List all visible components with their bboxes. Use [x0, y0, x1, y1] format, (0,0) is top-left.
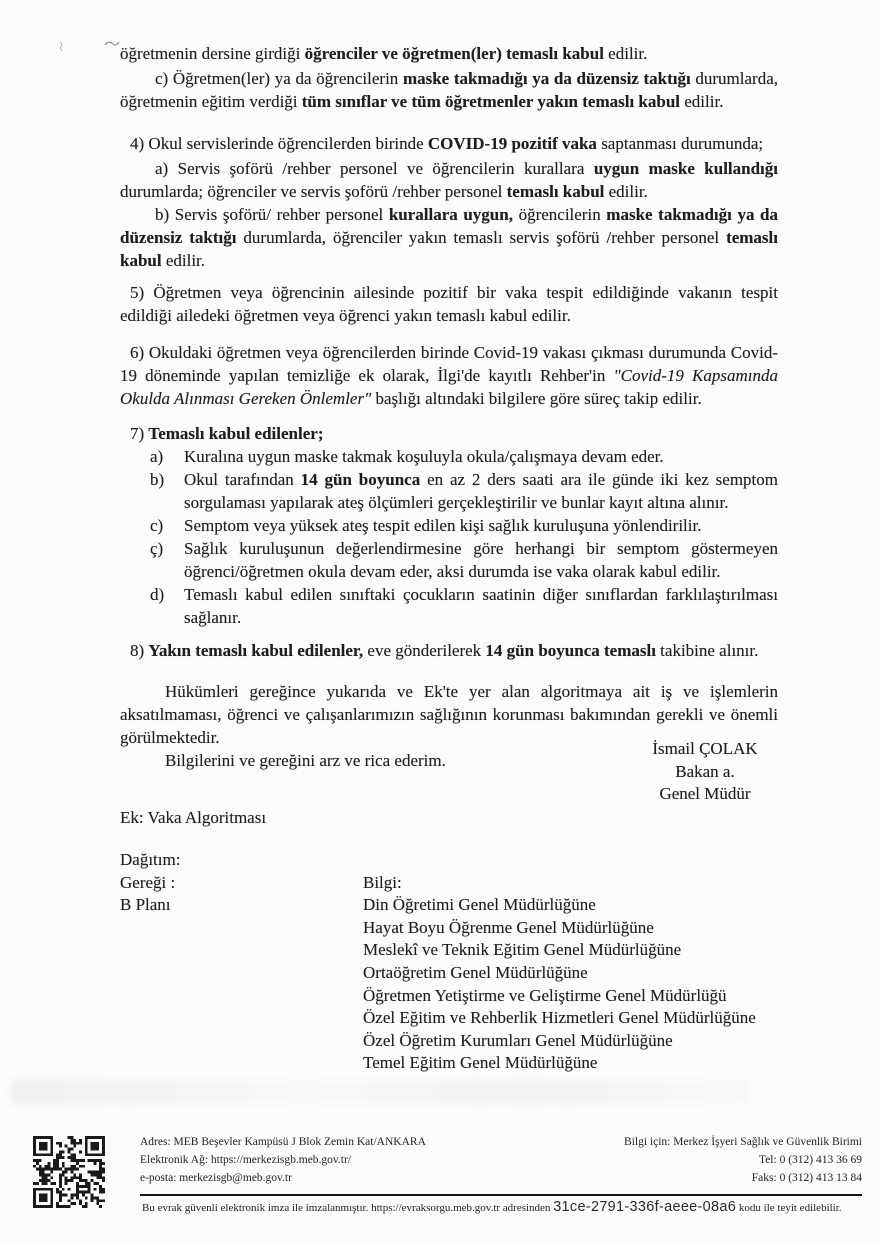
- paragraph: b) Servis şoförü/ rehber personel kurallara uygun, öğrencilerin maske takmadığı ya da düzensiz taktığı durumlarda, öğrenciler yakın temaslı servis şoförü /rehber personel temaslı kabul edilir.: [120, 205, 778, 270]
- list-marker: d): [150, 585, 165, 604]
- distribution-bilgi-label: Bilgi:: [363, 872, 402, 892]
- e-signature-verification-line: [142, 1199, 842, 1215]
- paragraph: b) Okul tarafından 14 gün boyunca en az 2 ders saati ara ile günde iki kez semptom sorgulaması yapılarak ateş ölçümleri gerçekleştirilir ve bunlar kayıt altına alınır.: [150, 470, 778, 512]
- signature-block: [610, 738, 800, 806]
- paragraph: c) Semptom veya yüksek ateş tespit edilen kişi sağlık kuruluşuna yönlendirilir.: [150, 516, 702, 535]
- signatory-name: İsmail ÇOLAK: [652, 739, 758, 758]
- distribution-title: Dağıtım:: [120, 850, 181, 869]
- distribution-item: Özel Eğitim ve Rehberlik Hizmetleri Genel Müdürlüğüne: [363, 1008, 756, 1028]
- paragraph: 5) Öğretmen veya öğrencinin ailesinde pozitif bir vaka tespit edildiğinde vakanın tespit edildiği ailedeki öğretmen veya öğrenci yakın temaslı kabul edilir.: [120, 283, 778, 325]
- distribution-item: Temel Eğitim Genel Müdürlüğüne: [363, 1053, 598, 1073]
- footer: [0, 1128, 880, 1245]
- paragraph: 7) Temaslı kabul edilenler;: [130, 424, 324, 443]
- distribution-gerege-column: [120, 872, 363, 1075]
- footer-contact-line: Tel: 0 (312) 413 36 69: [758, 1154, 862, 1166]
- distribution-item: Ortaöğretim Genel Müdürlüğüne: [363, 962, 588, 982]
- distribution-item: Öğretmen Yetiştirme ve Geliştirme Genel Müdürlüğü: [363, 985, 727, 1005]
- paragraph: ç) Sağlık kuruluşunun değerlendirmesine göre herhangi bir semptom göstermeyen öğrenci/öğretmen okula devam eder, aksi durumda ise vaka olarak kabul edilir.: [150, 539, 778, 581]
- paragraph: a) Servis şoförü /rehber personel ve öğrencilerin kurallara uygun maske kullandığı durumlarda; öğrenciler ve servis şoförü /rehber personel temaslı kabul edilir.: [120, 159, 779, 201]
- distribution-bilgi-column: [363, 872, 820, 1075]
- scan-noise-band: [10, 1080, 750, 1104]
- paragraph: Hükümleri gereğince yukarıda ve Ek'te yer alan algoritmaya ait iş ve işlemlerin aksatılmaması, öğrenci ve çalışanlarımızın sağlığının korunması bakımından gerekli ve önemli görülmektedir.: [120, 682, 778, 747]
- distribution-left-item: B Planı: [120, 895, 171, 915]
- paragraph: 8) Yakın temaslı kabul edilenler, eve gönderilerek 14 gün boyunca temaslı takibine alınır.: [130, 641, 759, 660]
- distribution-item: Özel Öğretim Kurumları Genel Müdürlüğüne: [363, 1030, 673, 1050]
- signatory-capacity: Bakan a.: [675, 761, 735, 781]
- signatory-title: Genel Müdür: [659, 784, 751, 803]
- distribution-section: [120, 849, 820, 1075]
- footer-address-line: Adres: MEB Beşevler Kampüsü J Blok Zemin Kat/ANKARA: [140, 1136, 426, 1148]
- list-marker: b): [150, 470, 165, 489]
- footer-divider: [140, 1194, 862, 1196]
- document-body: [120, 42, 778, 772]
- paragraph: c) Öğretmen(ler) ya da öğrencilerin maske takmadığı ya da düzensiz taktığı durumlarda, öğretmenin eğitim verdiği tüm sınıflar ve tüm öğretmenler yakın temaslı kabul edilir.: [120, 69, 779, 111]
- paragraph: Bilgilerini ve gereğini arz ve rica ederim.: [165, 751, 446, 770]
- paragraph: a) Kuralına uygun maske takmak koşuluyla okula/çalışmaya devam eder.: [150, 447, 664, 466]
- list-marker: ç): [150, 539, 164, 558]
- distribution-item: Hayat Boyu Öğrenme Genel Müdürlüğüne: [363, 917, 654, 937]
- paragraph: d) Temaslı kabul edilen sınıftaki çocukların saatinin diğer sınıflardan farklılaştırılması sağlanır.: [150, 585, 778, 627]
- list-marker: c): [150, 516, 164, 535]
- footer-address-block: [140, 1133, 426, 1187]
- footer-address-line: e-posta: merkezisgb@meb.gov.tr: [140, 1172, 292, 1184]
- attachment-note: Ek: Vaka Algoritması: [120, 808, 267, 827]
- footer-contact-block: [624, 1133, 862, 1187]
- qr-code: [33, 1135, 105, 1209]
- footer-contact-line: Faks: 0 (312) 413 13 84: [751, 1172, 862, 1184]
- footer-contact-line: Bilgi için: Merkez İşyeri Sağlık ve Güvenlik Birimi: [624, 1136, 862, 1148]
- paragraph: 4) Okul servislerinde öğrencilerden birinde COVID-19 pozitif vaka saptanması durumunda;: [130, 134, 764, 153]
- verification-text-prefix: Bu evrak güvenli elektronik imza ile imzalanmıştır. https://evraksorgu.meb.gov.tr adresinden: [142, 1202, 551, 1214]
- scan-artifact: [57, 40, 67, 58]
- verification-text-suffix: kodu ile teyit edilebilir.: [738, 1202, 842, 1214]
- verification-code: 31ce-2791-336f-aeee-08a6: [553, 1199, 737, 1215]
- distribution-item: Meslekî ve Teknik Eğitim Genel Müdürlüğüne: [363, 940, 682, 960]
- scan-artifact: [104, 36, 120, 54]
- footer-address-line: Elektronik Ağ: https://merkezisgb.meb.gov.tr/: [140, 1154, 352, 1166]
- paragraph: 6) Okuldaki öğretmen veya öğrencilerden birinde Covid-19 vakası çıkması durumunda Covid-19 döneminde yapılan temizliğe ek olarak, İlgi'de kayıtlı Rehber'in "Covid-19 Kapsamında Okulda Alınması Gereken Önlemler" başlığı altındaki bilgilere göre süreç takip edilir.: [120, 343, 778, 408]
- distribution-item: Din Öğretimi Genel Müdürlüğüne: [363, 895, 596, 915]
- paragraph: öğretmenin dersine girdiği öğrenciler ve öğretmen(ler) temaslı kabul edilir.: [120, 44, 648, 63]
- distribution-left-item: Gereği :: [120, 872, 176, 892]
- list-marker: a): [150, 447, 164, 466]
